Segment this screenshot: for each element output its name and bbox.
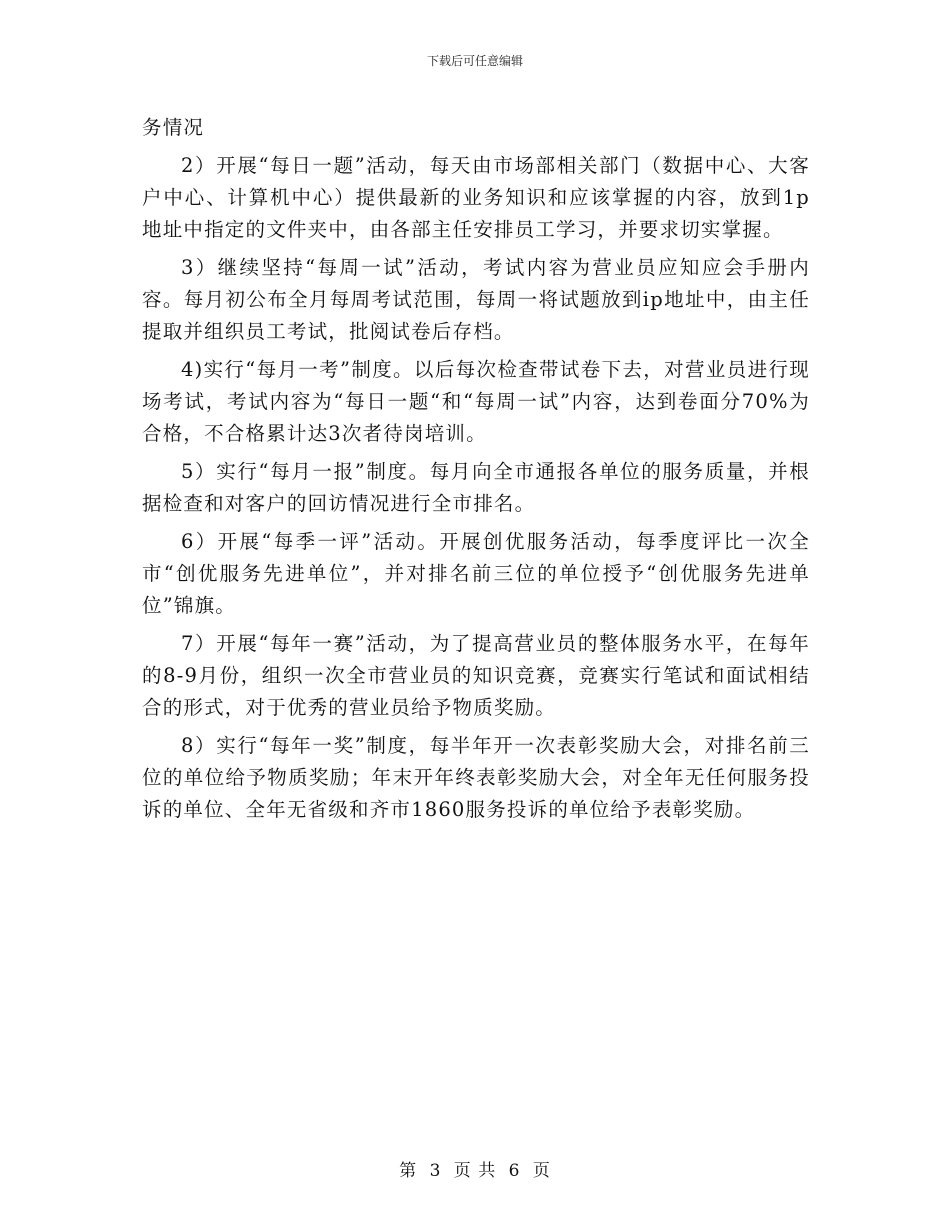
- footer-label-of: 页 共: [453, 1161, 497, 1181]
- footer-label-page: 第: [399, 1161, 418, 1181]
- paragraph-item-7: 7）开展“每年一赛”活动，为了提高营业员的整体服务水平，在每年的8-9月份，组织一次全市营业员的知识竞赛，竞赛实行笔试和面试相结合的形式，对于优秀的营业员给予物质奖励。: [142, 632, 810, 719]
- paragraph-item-8: 8）实行“每年一奖”制度，每半年开一次表彰奖励大会，对排名前三位的单位给予物质奖励；年末开年终表彰奖励大会，对全年无任何服务投诉的单位、全年无省级和齐市1860服务投诉的单位给予表彰奖励。: [142, 734, 810, 821]
- paragraph-item-3: 3）继续坚持“每周一试”活动，考试内容为营业员应知应会手册内容。每月初公布全月每周考试范围，每周一将试题放到ip地址中，由主任提取并组织员工考试，批阅试卷后存档。: [142, 256, 810, 343]
- paragraph-item-6: 6）开展“每季一评”活动。开展创优服务活动，每季度评比一次全市“创优服务先进单位”，并对排名前三位的单位授予“创优服务先进单位”锦旗。: [142, 530, 810, 617]
- footer-current-page: 3: [429, 1161, 442, 1181]
- page-header: 下载后可任意编辑: [426, 54, 523, 68]
- page-footer: [0, 1156, 950, 1181]
- footer-total-pages: 6: [508, 1161, 521, 1181]
- document-body: [142, 112, 810, 832]
- footer-label-end: 页: [532, 1161, 551, 1181]
- paragraph-item-2: 2）开展“每日一题”活动，每天由市场部相关部门（数据中心、大客户中心、计算机中心）提供最新的业务知识和应该掌握的内容，放到1p地址中指定的文件夹中，由各部主任安排员工学习，并要求切实掌握。: [142, 154, 810, 241]
- paragraph-item-4: 4)实行“每月一考”制度。以后每次检查带试卷下去，对营业员进行现场考试，考试内容为“每日一题“和“每周一试”内容，达到卷面分70%为合格，不合格累计达3次者待岗培训。: [142, 358, 810, 445]
- paragraph-item-5: 5）实行“每月一报”制度。每月向全市通报各单位的服务质量，并根据检查和对客户的回访情况进行全市排名。: [142, 460, 810, 515]
- paragraph-continuation: 务情况: [142, 116, 205, 139]
